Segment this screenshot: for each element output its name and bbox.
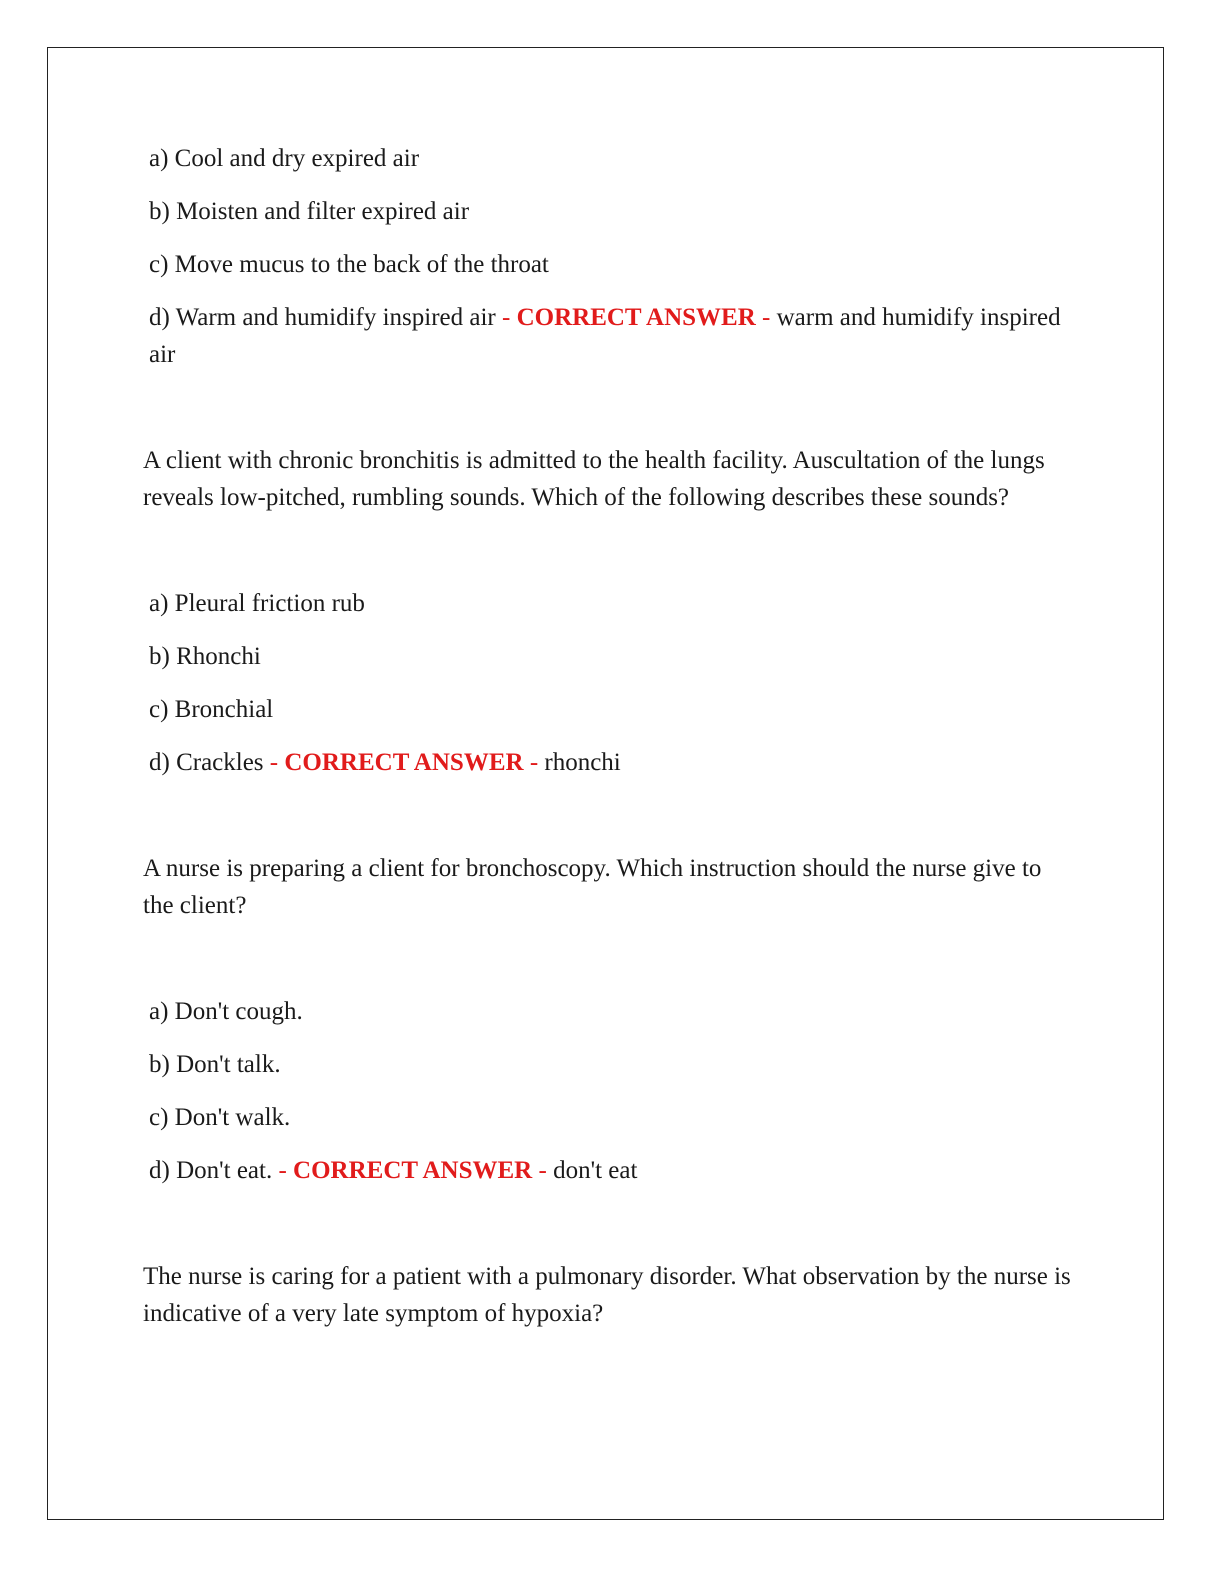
option-b: b) Rhonchi	[149, 643, 261, 670]
option-a: a) Don't cough.	[149, 998, 303, 1025]
option-c: c) Move mucus to the back of the throat	[149, 251, 549, 278]
option-d: d) Don't eat.	[149, 1157, 273, 1184]
correct-answer-label: CORRECT ANSWER	[516, 304, 756, 331]
option-d-with-answer	[143, 1152, 1078, 1189]
answer-separator: -	[278, 1157, 287, 1184]
question-block-2	[143, 442, 1078, 781]
answer-text: don't eat	[553, 1157, 638, 1184]
answer-separator: -	[538, 1157, 547, 1184]
question-text: A client with chronic bronchitis is admitted to the health facility. Auscultation of the lungs reveals low-pitched, rumbling sounds. Which of the following describes these sounds?	[143, 447, 1045, 511]
document-content	[143, 140, 1078, 1332]
option-d: d) Warm and humidify inspired air	[149, 304, 496, 331]
correct-answer-label: CORRECT ANSWER	[293, 1157, 533, 1184]
question-block-3	[143, 850, 1078, 1189]
question-text: A nurse is preparing a client for bronchoscopy. Which instruction should the nurse give to the client?	[143, 855, 1042, 919]
option-c: c) Bronchial	[149, 696, 274, 723]
answer-separator: -	[269, 749, 279, 776]
answer-separator: -	[529, 749, 539, 776]
question-block-4	[143, 1258, 1078, 1332]
question-text: The nurse is caring for a patient with a pulmonary disorder. What observation by the nurse is indicative of a very late symptom of hypoxia?	[143, 1263, 1071, 1327]
option-a: a) Cool and dry expired air	[149, 145, 420, 172]
answer-text: warm and humidify inspired air	[149, 304, 1061, 368]
answer-separator: -	[502, 304, 511, 331]
option-d: d) Crackles	[149, 749, 264, 776]
answer-separator: -	[762, 304, 771, 331]
question-block-1	[143, 140, 1078, 373]
answer-text: rhonchi	[544, 749, 621, 776]
option-b: b) Don't talk.	[149, 1051, 281, 1078]
option-b: b) Moisten and filter expired air	[149, 198, 470, 225]
correct-answer-label: CORRECT ANSWER	[284, 749, 524, 776]
option-a: a) Pleural friction rub	[149, 590, 365, 617]
option-d-with-answer	[143, 744, 1078, 781]
option-d-with-answer	[143, 299, 1078, 373]
option-c: c) Don't walk.	[149, 1104, 291, 1131]
